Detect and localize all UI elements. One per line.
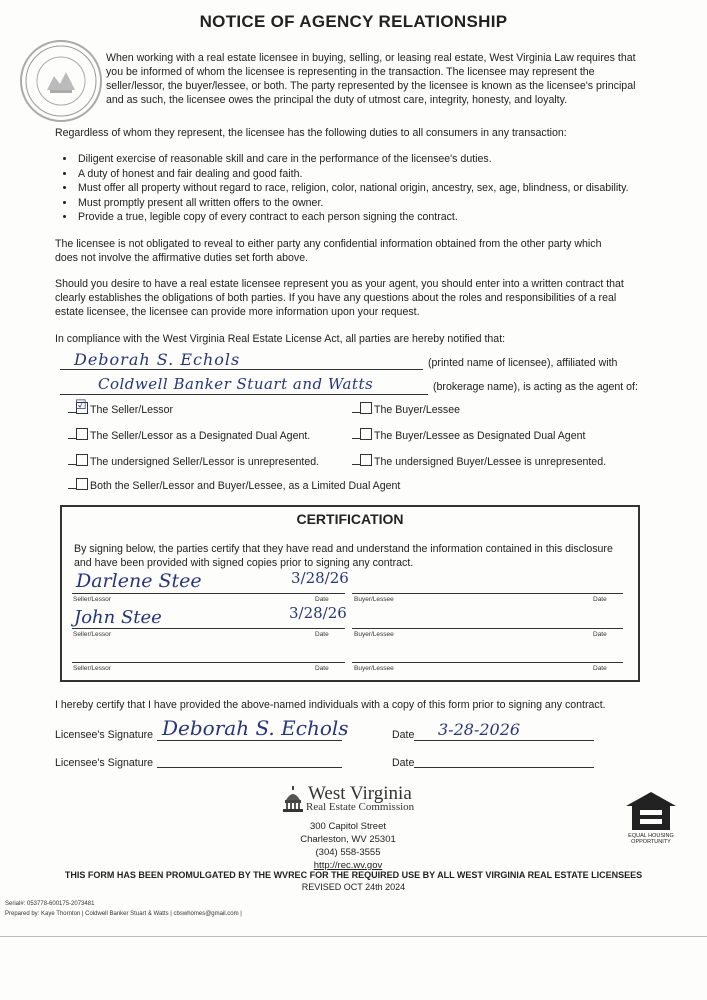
option-buyer-unrep[interactable] (352, 454, 606, 468)
licensee-date-label-2: Date (392, 757, 415, 769)
seller-date-1: 3/28/26 (291, 569, 349, 587)
date-label: Date (315, 596, 329, 603)
duties-intro: Regardless of whom they represent, the licensee has the following duties to all consumers in any transaction: (55, 127, 567, 139)
option-seller-unrep-label: The undersigned Seller/Lessor is unrepresented. (90, 456, 320, 468)
licensee-certify-text: I hereby certify that I have provided the above-named individuals with a copy of this form prior to signing any contract. (55, 699, 606, 711)
licensee-signature: Deborah S. Echols (162, 716, 349, 740)
licensee-signature-label-2: Licensee's Signature (55, 757, 154, 769)
date-label: Date (315, 665, 329, 672)
intro-paragraph: When working with a real estate licensee in buying, selling, or leasing real estate, West Virginia Law requires that you be informed of whom the licensee is representing in the transaction. The licensee may represent the seller/lessor, the buyer/lessee, or both. The party represented by the licensee is known as the licensee's principal and as such, the licensee owes the principal the duty of utmost care, integrity, honesty, and loyalty. (106, 52, 636, 106)
licensee-name-field[interactable] (60, 350, 423, 370)
buyer-signature-line-2[interactable] (352, 628, 623, 629)
option-seller-label: The Seller/Lessor (90, 404, 174, 416)
certification-title: CERTIFICATION (296, 511, 404, 527)
option-seller[interactable] (68, 398, 174, 416)
licensee-date-label: Date (392, 729, 415, 741)
brokerage-suffix: (brokerage name), is acting as the agent of: (433, 381, 638, 393)
option-buyer-dual-label: The Buyer/Lessee as Designated Dual Agent (374, 430, 586, 442)
checkmark-icon: ☑ (75, 398, 87, 413)
serial-number: Serial#: 053778-600175-2073481 (5, 901, 95, 907)
equal-housing-icon (622, 790, 680, 832)
option-buyer-dual[interactable] (352, 428, 585, 442)
licensee-signature-label: Licensee's Signature (55, 729, 154, 741)
seller-label: Seller/Lessor (73, 596, 111, 603)
buyer-dual-checkbox[interactable] (360, 428, 372, 440)
licensee-date-line-2[interactable] (414, 767, 594, 768)
licensee-signature-line[interactable] (157, 740, 342, 741)
page-title: NOTICE OF AGENCY RELATIONSHIP (199, 12, 508, 31)
duty-item: • Diligent exercise of reasonable skill and care in the performance of the licensee's duties. (76, 152, 650, 167)
address-line-1: 300 Capitol Street (309, 821, 387, 832)
option-buyer-unrep-label: The undersigned Buyer/Lessee is unrepresented. (374, 456, 607, 468)
footer-divider (0, 936, 707, 937)
option-buyer-label: The Buyer/Lessee (374, 404, 460, 416)
buyer-checkbox[interactable] (360, 402, 372, 414)
seller-unrep-checkbox[interactable] (76, 454, 88, 466)
buyer-signature-line-1[interactable] (352, 593, 623, 594)
buyer-unrep-checkbox[interactable] (360, 454, 372, 466)
licensee-name-handwritten: Deborah S. Echols (74, 350, 241, 369)
commission-address (248, 820, 448, 872)
address-line-2: Charleston, WV 25301 (300, 834, 396, 845)
equal-housing-label: EQUAL HOUSING OPPORTUNITY (628, 833, 674, 845)
buyer-label: Buyer/Lessee (354, 631, 394, 638)
compliance-paragraph: In compliance with the West Virginia Real Estate License Act, all parties are hereby notified that: (55, 333, 506, 345)
commission-name-big: West Virginia (308, 783, 412, 804)
duty-item: • Provide a true, legible copy of every contract to each person signing the contract. (76, 210, 650, 225)
buyer-label: Buyer/Lessee (354, 596, 394, 603)
duties-list (60, 152, 650, 225)
licensee-date-line[interactable] (414, 740, 594, 741)
brokerage-name-handwritten: Coldwell Banker Stuart and Watts (98, 375, 374, 393)
licensee-signature-line-2[interactable] (157, 767, 342, 768)
seller-signature-1: Darlene Stee (76, 570, 202, 592)
footer-promulgated: THIS FORM HAS BEEN PROMULGATED BY THE WVREC FOR THE REQUIRED USE BY ALL WEST VIRGINIA REAL ESTATE LICENSEES (64, 870, 643, 880)
option-limited-dual[interactable] (68, 478, 400, 492)
date-label: Date (315, 631, 329, 638)
option-seller-dual-label: The Seller/Lessor as a Designated Dual Agent. (90, 430, 311, 442)
seller-label: Seller/Lessor (73, 665, 111, 672)
seller-signature-line-2[interactable] (72, 628, 345, 629)
footer-revised: REVISED OCT 24th 2024 (301, 882, 406, 892)
buyer-label: Buyer/Lessee (354, 665, 394, 672)
commission-url[interactable]: http://rec.wv.gov (313, 860, 383, 871)
state-seal-icon (20, 40, 102, 122)
capitol-dome-icon (282, 786, 304, 812)
option-limited-dual-label: Both the Seller/Lessor and Buyer/Lessee, as a Limited Dual Agent (90, 480, 401, 492)
seller-dual-checkbox[interactable] (76, 428, 88, 440)
seller-date-2: 3/28/26 (289, 604, 347, 622)
option-buyer[interactable] (352, 402, 460, 416)
duty-item: • Must promptly present all written offers to the owner. (76, 196, 650, 211)
date-label: Date (593, 596, 607, 603)
date-label: Date (593, 631, 607, 638)
date-label: Date (593, 665, 607, 672)
duty-item: • Must offer all property without regard to race, religion, color, national origin, ancestry, sex, age, blindness, or disability. (76, 181, 650, 196)
commission-name-small: Real Estate Commission (306, 801, 415, 813)
option-seller-unrep[interactable] (68, 454, 319, 468)
certification-text: By signing below, the parties certify that they have read and understand the information contained in this disclosure and have been provided with signed copies prior to signing any contract. (74, 543, 613, 569)
seller-label: Seller/Lessor (73, 631, 111, 638)
licensee-date: 3-28-2026 (438, 720, 521, 739)
limited-dual-checkbox[interactable] (76, 478, 88, 490)
duty-item: • A duty of honest and fair dealing and good faith. (76, 167, 650, 182)
prepared-by: Prepared by: Kaye Thornton | Coldwell Banker Stuart & Watts | cbswhomes@gmail.com | (5, 911, 242, 917)
buyer-signature-line-3[interactable] (352, 662, 623, 663)
agent-contract-paragraph: Should you desire to have a real estate licensee represent you as your agent, you should enter into a written contract that clearly establishes the obligations of both parties. If you have any questions about the roles and responsibilities of a real estate licensee, the licensee can provide more information upon your request. (55, 278, 624, 318)
seller-signature-line-3[interactable] (72, 662, 345, 663)
seller-signature-2: John Stee (74, 607, 162, 628)
seller-checkbox[interactable] (75, 398, 88, 414)
licensee-name-suffix: (printed name of licensee), affiliated with (428, 357, 618, 369)
confidential-paragraph: The licensee is not obligated to reveal to either party any confidential information obtained from the other party which does not involve the affirmative duties set forth above. (55, 238, 602, 264)
brokerage-name-field[interactable] (60, 375, 428, 395)
phone: (304) 558-3555 (315, 847, 381, 858)
option-seller-dual[interactable] (68, 428, 310, 442)
seller-signature-line-1[interactable] (72, 593, 345, 594)
